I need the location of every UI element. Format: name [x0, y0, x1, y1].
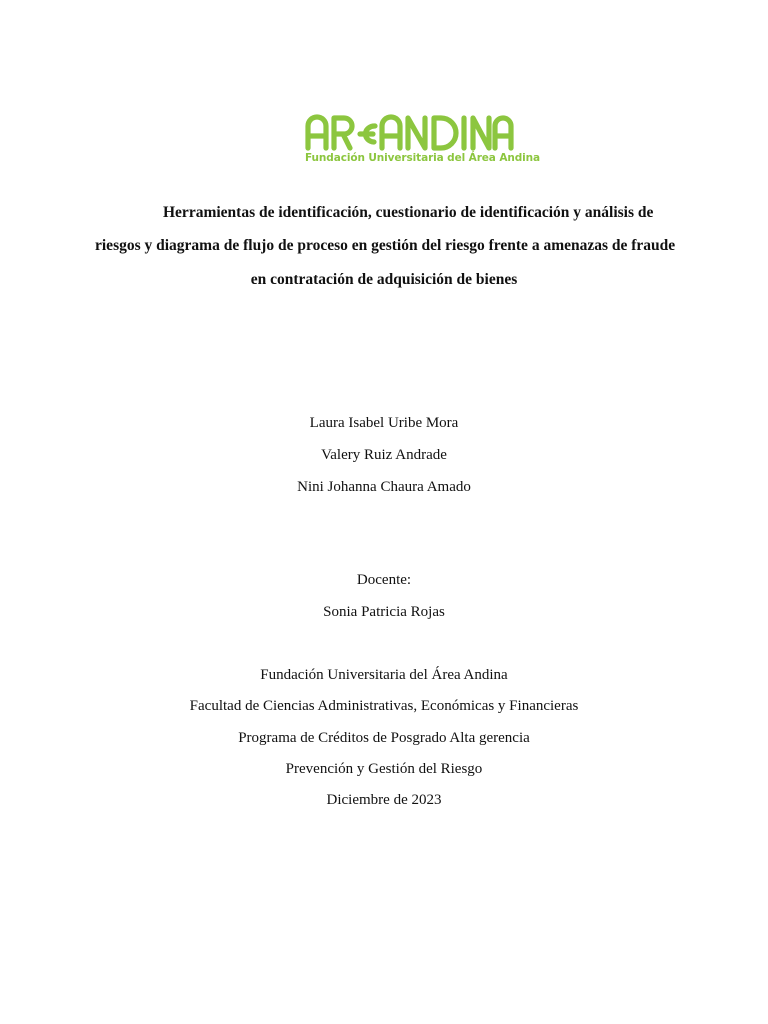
areandina-logo	[304, 112, 541, 168]
course-name: Prevención y Gestión del Riesgo	[285, 761, 483, 777]
author-2: Valery Ruiz Andrade	[321, 447, 447, 463]
teacher-label: Docente:	[356, 572, 412, 588]
title-line-1: Herramientas de identificación, cuestionario de identificación y análisis de	[163, 204, 654, 221]
title-line-2: riesgos y diagrama de flujo de proceso en gestión del riesgo frente a amenazas de fraude	[95, 237, 676, 254]
title-line-3: en contratación de adquisición de bienes	[250, 271, 518, 288]
author-1: Laura Isabel Uribe Mora	[309, 415, 459, 431]
logo-tagline: Fundación Universitaria del Área Andina	[305, 152, 541, 164]
program-name: Programa de Créditos de Posgrado Alta gerencia	[238, 730, 530, 746]
document-date: Diciembre de 2023	[326, 792, 442, 808]
faculty-name: Facultad de Ciencias Administrativas, Económicas y Financieras	[189, 698, 579, 714]
author-3: Nini Johanna Chaura Amado	[297, 479, 471, 495]
teacher-name: Sonia Patricia Rojas	[323, 604, 445, 620]
university-name: Fundación Universitaria del Área Andina	[260, 667, 508, 683]
logo-wordmark	[304, 112, 514, 156]
